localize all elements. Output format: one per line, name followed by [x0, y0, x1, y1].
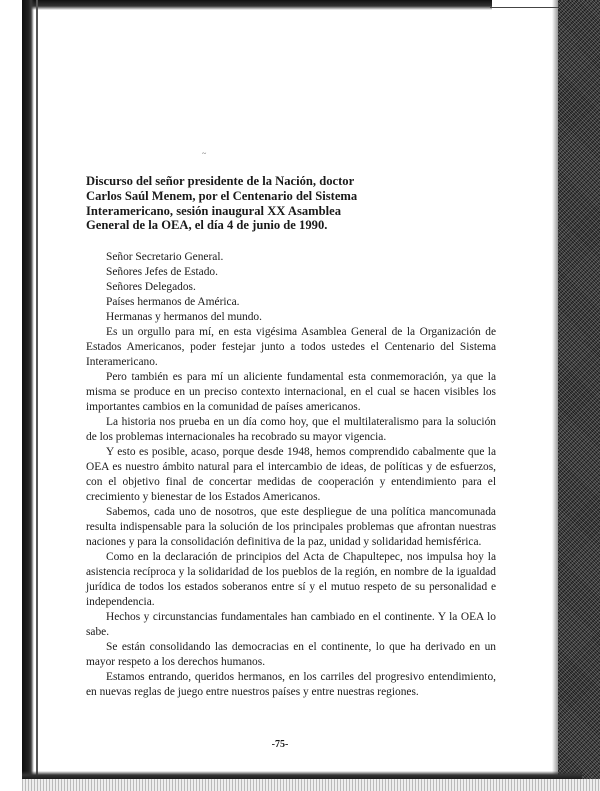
paragraph: Estamos entrando, queridos hermanos, en los carriles del progresivo entendimiento, en nuevas reglas de juego entre nuestros países y entre nuestras regiones.: [86, 671, 496, 698]
salutation-line: Señor Secretario General.: [106, 251, 224, 263]
salutation-line: Países hermanos de América.: [106, 296, 240, 308]
salutation-line: Señores Delegados.: [106, 281, 196, 293]
page-number: -75-: [271, 739, 289, 750]
scan-right-edge: [558, 0, 600, 791]
paragraph: La historia nos prueba en un día como hoy, que el multilateralismo para la solución de los problemas internacionales ha recobrado su mayor vigencia.: [86, 416, 496, 443]
scan-bottom-speckle: [22, 779, 600, 791]
scan-mark: ~: [202, 149, 207, 158]
paragraph: Y esto es posible, acaso, porque desde 1948, hemos comprendido cabalmente que la OEA es nuestro ámbito natural para el intercambio de ideas, de políticas y de esfuerzos, con el objetivo final de concertar medidas de cooperación y entendimiento para el crecimiento y bienestar de los Estados Americanos.: [86, 446, 496, 503]
speech-body: [86, 250, 496, 700]
speech-title: Discurso del señor presidente de la Nación, doctor Carlos Saúl Menem, por el Centenario del Sistema Interamericano, sesión inaugural XX Asamblea General de la OEA, el día 4 de junio de 1990.: [86, 174, 358, 233]
scan-binding-line: [36, 0, 38, 791]
paragraph: Hechos y circunstancias fundamentales han cambiado en el continente. Y la OEA lo sabe.: [86, 611, 496, 638]
paragraph: Es un orgullo para mí, en esta vigésima Asamblea General de la Organización de Estados Americanos, poder festejar junto a todos ustedes el Centenario del Sistema Interamericano.: [86, 326, 496, 368]
scan-top-edge: [22, 0, 492, 10]
paragraph: Pero también es para mí un aliciente fundamental esta conmemoración, ya que la misma se produce en un preciso contexto internacional, en el cual se hacen visibles los importantes cambios en la comunidad de países americanos.: [86, 371, 496, 413]
scan-top-line: [490, 7, 560, 8]
salutation-line: Señores Jefes de Estado.: [106, 266, 218, 278]
salutation-line: Hermanas y hermanos del mundo.: [106, 311, 262, 323]
scan-bottom-edge: [22, 771, 582, 779]
scan-binding-edge: [22, 0, 34, 791]
paragraph: Sabemos, cada uno de nosotros, que este despliegue de una política mancomunada resulta indispensable para la solución de los principales problemas que afrontan nuestras naciones y para la consolidación definitiva de la paz, unidad y solidaridad hemisférica.: [86, 506, 496, 548]
paragraph: Se están consolidando las democracias en el continente, lo que ha derivado en un mayor respeto a los derechos humanos.: [86, 641, 496, 668]
paragraph: Como en la declaración de principios del Acta de Chapultepec, nos impulsa hoy la asistencia recíproca y la solidaridad de los pueblos de la región, en nombre de la igualdad jurídica de todos los estados soberanos entre sí y el mutuo respeto de su personalidad e independencia.: [86, 551, 496, 608]
